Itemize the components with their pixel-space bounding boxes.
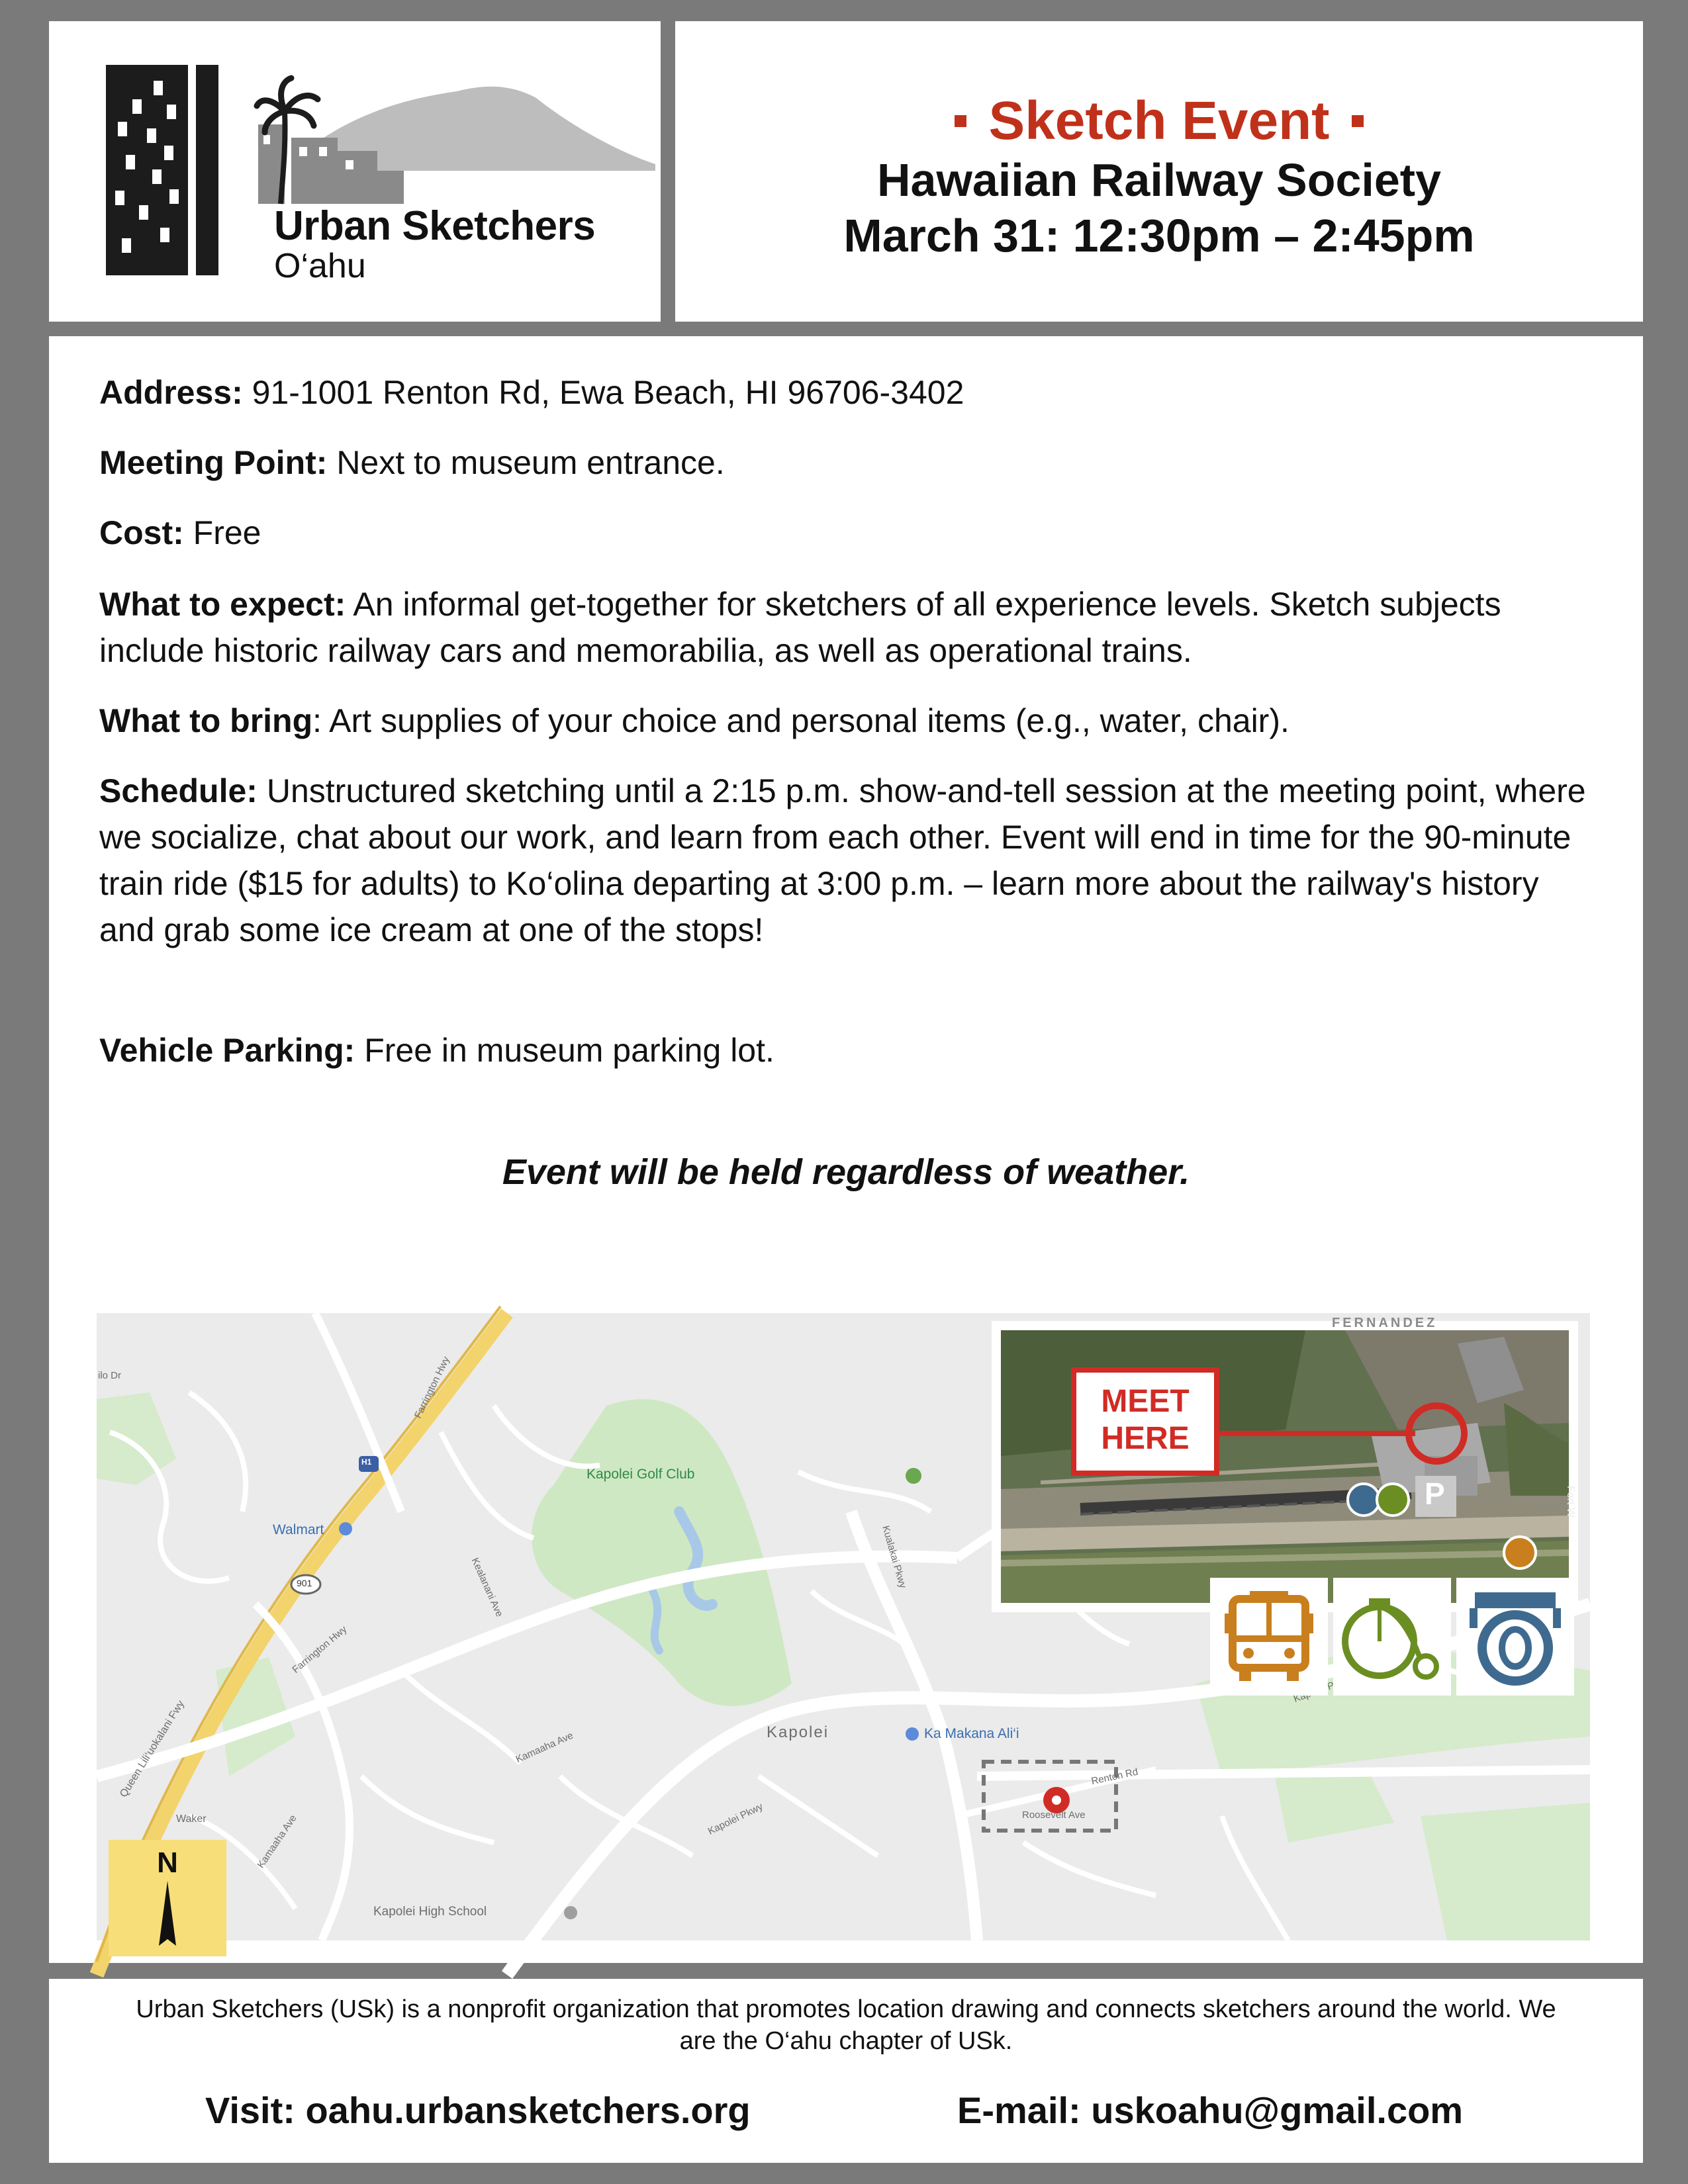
north-compass — [109, 1840, 226, 1956]
meeting-point-line: Meeting Point: Next to museum entrance. — [99, 444, 725, 481]
bring-line: What to bring: Art supplies of your choice and personal items (e.g., water, chair). — [99, 702, 1289, 739]
map-label-kualakai: Kualakai Pkwy — [880, 1524, 909, 1590]
meet-here-label: MEET HERE — [1071, 1367, 1219, 1476]
event-datetime: March 31: 12:30pm – 2:45pm — [843, 210, 1475, 261]
footer-visit — [205, 2089, 751, 2132]
logo-building-icon — [106, 65, 188, 275]
event-kicker-text: Sketch Event — [988, 91, 1330, 151]
bike-mode-tile — [1333, 1578, 1451, 1696]
bullet-square-icon — [1352, 115, 1364, 127]
website-link[interactable]: oahu.urbansketchers.org — [305, 2089, 751, 2131]
footer-email — [957, 2089, 1463, 2132]
satellite-inset — [992, 1316, 1578, 1612]
logo-title: Urban Sketchers — [274, 203, 596, 249]
email-link[interactable]: uskoahu@gmail.com — [1091, 2089, 1464, 2131]
inset-label-fernandez: FERNANDEZ — [1332, 1316, 1438, 1330]
event-kicker — [675, 90, 1643, 152]
map-label-freeway: Queen Lili‘uokalani Fwy — [118, 1698, 187, 1799]
footer-panel — [49, 1979, 1643, 2163]
schedule-paragraph: Schedule: Unstructured sketching until a 2:15 p.m. show-and-tell session at the meeting point, where we socialize, chat about our work, and learn from each other. Event will end in time for the 90-minute train ride ($15 for adults) to Ko‘olina departing at 3:00 p.m. – learn more about the railway's history and grab some ice cream at one of the stops! — [99, 772, 1586, 948]
inset-label-fort-weaver: Fort W — [1565, 1486, 1576, 1518]
bullet-square-icon — [955, 115, 966, 127]
map-label-901: 901 — [297, 1578, 312, 1588]
logo-subtitle: O‘ahu — [274, 247, 366, 285]
map-label-walmart: Walmart — [273, 1522, 324, 1537]
cost-line: Cost: Free — [99, 514, 261, 551]
map-label-waker: Waker — [176, 1813, 207, 1825]
address-line: Address: 91-1001 Renton Rd, Ewa Beach, HI 96706-3402 — [99, 374, 964, 411]
logo-skyline-icon — [258, 71, 662, 204]
map-label-kamaaha: Kamaaha Ave — [255, 1813, 299, 1870]
map-label-golf-club: Kapolei Golf Club — [586, 1467, 695, 1482]
map-label-kapolei: Kapolei — [767, 1723, 829, 1741]
parking-label: P — [1425, 1477, 1445, 1511]
map-label-ilo-dr: ilo Dr — [98, 1370, 122, 1381]
bus-icon — [1210, 1578, 1328, 1696]
footer-about: Urban Sketchers (USk) is a nonprofit organization that promotes location drawing and connects sketchers around the world. We are the O‘ahu chapter of USk. — [136, 1995, 1556, 2055]
map-label-kapolei-pkwy: Kapolei Pkwy — [706, 1801, 765, 1837]
map-label-farrington-north: Farrington Hwy — [412, 1355, 452, 1420]
map-label-kamaaha-east: Kamaaha Ave — [514, 1729, 575, 1766]
event-title-panel — [675, 21, 1643, 322]
footer-visit-label: Visit: — [205, 2089, 295, 2131]
map-label-renton-rd: Renton Rd — [1090, 1766, 1139, 1788]
event-venue: Hawaiian Railway Society — [876, 154, 1442, 206]
logo-panel — [49, 21, 661, 322]
map-label-farrington: Farrington Hwy — [290, 1623, 350, 1676]
map-label-high-school: Kapolei High School — [373, 1905, 487, 1919]
parking-line: Vehicle Parking: Free in museum parking lot. — [99, 1032, 774, 1069]
satellite-photo — [1001, 1330, 1576, 1603]
penny-farthing-icon — [1333, 1578, 1451, 1696]
weather-note: Event will be held regardless of weather. — [502, 1152, 1190, 1192]
logo-building-side — [196, 65, 218, 275]
bus-mode-tile — [1210, 1578, 1328, 1696]
map-label-roosevelt: Roosevelt Ave — [1022, 1809, 1086, 1821]
car-wheel-icon — [1456, 1578, 1574, 1696]
event-details-panel — [49, 336, 1643, 1963]
map-label-kealanani: Kealanani Ave — [469, 1556, 506, 1619]
map-label-ka-makana: Ka Makana Ali‘i — [924, 1726, 1019, 1741]
compass-letter: N — [157, 1846, 178, 1879]
car-mode-tile — [1456, 1578, 1574, 1696]
expect-paragraph: What to expect: An informal get-together for sketchers of all experience levels. Sketch subjects include historic railway cars and memorabilia, as well as operational trains. — [99, 586, 1501, 669]
north-arrow-icon — [109, 1840, 226, 1956]
footer-email-label: E-mail: — [957, 2089, 1081, 2131]
map-label-h1: H1 — [361, 1457, 372, 1467]
